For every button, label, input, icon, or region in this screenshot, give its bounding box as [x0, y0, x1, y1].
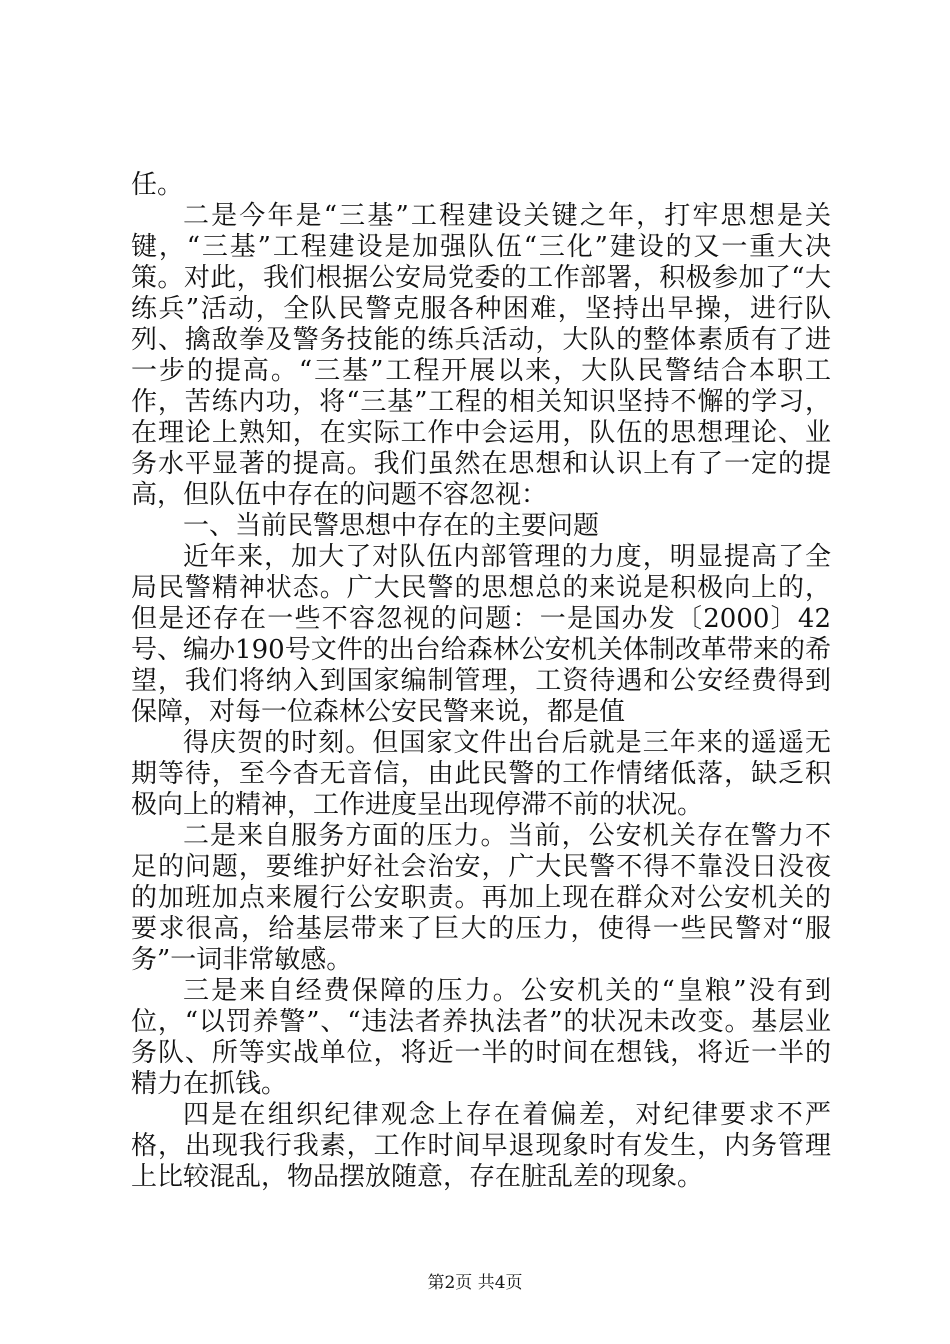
- paragraph: 二是今年是“三基”工程建设关键之年，打牢思想是关键，“三基”工程建设是加强队伍“三化”建设的又一重大决策。对此，我们根据公安局党委的工作部署，积极参加了“大练兵”活动，全队民警克服各种困难，坚持出早操，进行队列、擒敌拳及警务技能的练兵活动，大队的整体素质有了进一步的提高。“三基”工程开展以来，大队民警结合本职工作，苦练内功，将“三基”工程的相关知识坚持不懈的学习，在理论上熟知，在实际工作中会运用，队伍的思想理论、业务水平显著的提高。我们虽然在思想和认识上有了一定的提高，但队伍中存在的问题不容忽视：: [131, 201, 831, 510]
- section-heading: 一、当前民警思想中存在的主要问题: [183, 511, 600, 541]
- paragraph: 四是在组织纪律观念上存在着偏差，对纪律要求不严格，出现我行我素，工作时间早退现象时有发生，内务管理上比较混乱，物品摆放随意，存在脏乱差的现象。: [131, 1100, 831, 1192]
- paragraph: 任。: [131, 170, 184, 200]
- paragraph: 二是来自服务方面的压力。当前，公安机关存在警力不足的问题，要维护好社会治安，广大民警不得不靠没日没夜的加班加点来履行公安职责。再加上现在群众对公安机关的要求很高，给基层带来了巨大的压力，使得一些民警对“服务”一词非常敏感。: [131, 821, 831, 975]
- paragraph: 得庆贺的时刻。但国家文件出台后就是三年来的遥遥无期等待，至今杳无音信，由此民警的工作情绪低落，缺乏积极向上的精神，工作进度呈出现停滞不前的状况。: [131, 728, 831, 820]
- document-body: [131, 170, 831, 1193]
- paragraph: 近年来，加大了对队伍内部管理的力度，明显提高了全局民警精神状态。广大民警的思想总的来说是积极向上的，但是还存在一些不容忽视的问题：一是国办发〔2000〕42号、编办190号文件的出台给森林公安机关体制改革带来的希望，我们将纳入到国家编制管理，工资待遇和公安经费得到保障，对每一位森林公安民警来说，都是值: [131, 542, 831, 727]
- paragraph: 三是来自经费保障的压力。公安机关的“皇粮”没有到位，“以罚养警”、“违法者养执法者”的状况未改变。基层业务队、所等实战单位，将近一半的时间在想钱，将近一半的精力在抓钱。: [131, 976, 831, 1099]
- page-footer: 第2页 共4页: [427, 1273, 523, 1293]
